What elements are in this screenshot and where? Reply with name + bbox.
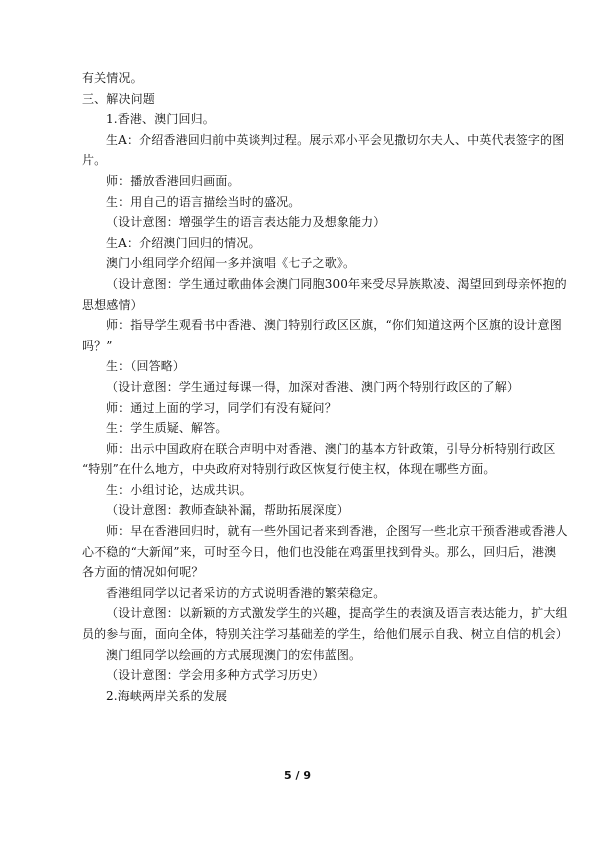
- text-line: （设计意图：增强学生的语言表达能力及想象能力）: [106, 215, 386, 230]
- text-line: 片。: [82, 153, 107, 168]
- text-line: 师：指导学生观看书中香港、澳门特别行政区区旗，“你们知道这两个区旗的设计意图: [106, 318, 562, 333]
- text-line: 师：早在香港回归时，就有一些外国记者来到香港，企图写一些北京干预香港或香港人: [106, 524, 568, 539]
- text-line: 澳门小组同学介绍闻一多并演唱《七子之歌》。: [106, 256, 356, 271]
- text-line: （设计意图：学生通过每课一得，加深对香港、澳门两个特别行政区的了解）: [106, 379, 520, 394]
- text-line: 香港组同学以记者采访的方式说明香港的繁荣稳定。: [106, 585, 386, 600]
- text-line: 生A：介绍澳门回归的情况。: [106, 235, 261, 250]
- text-line: 员的参与面，面向全体，特别关注学习基础差的学生，给他们展示自我、树立自信的机会）: [82, 627, 569, 642]
- text-line: （设计意图：以新颖的方式激发学生的兴趣，提高学生的表演及语言表达能力，扩大组: [106, 606, 568, 621]
- page-number: 5 / 9: [284, 769, 311, 782]
- text-line: 思想感情）: [82, 297, 143, 312]
- text-line: 师：播放香港回归画面。: [106, 173, 240, 188]
- text-line: （设计意图：教师查缺补漏，帮助拓展深度）: [106, 503, 350, 518]
- text-line: （设计意图：学生通过歌曲体会澳门同胞300年来受尽异族欺凌、渴望回到母亲怀抱的: [106, 276, 567, 291]
- text-line: 生：学生质疑、解答。: [106, 421, 228, 436]
- text-line: 心不稳的“大新闻”来，可时至今日，他们也没能在鸡蛋里找到骨头。那么，回归后，港澳: [82, 544, 557, 559]
- text-line: 师：通过上面的学习，同学们有没有疑问？: [106, 400, 337, 415]
- text-line: 澳门组同学以绘画的方式展现澳门的宏伟蓝图。: [106, 647, 362, 662]
- text-line: 2.海峡两岸关系的发展: [106, 688, 228, 703]
- text-line: 有关情况。: [82, 71, 143, 85]
- text-line: 各方面的情况如何呢？: [82, 565, 204, 580]
- text-line: 生A：介绍香港回归前中英谈判过程。展示邓小平会见撒切尔夫人、中英代表签字的图: [106, 132, 565, 147]
- text-line: “特别”在什么地方，中央政府对特别行政区恢复行使主权，体现在哪些方面。: [82, 462, 496, 477]
- text-line: 生：小组讨论，达成共识。: [106, 482, 252, 497]
- text-line: 师：出示中国政府在联合声明中对香港、澳门的基本方针政策，引导分析特别行政区: [106, 441, 556, 456]
- text-line: （设计意图：学会用多种方式学习历史）: [106, 668, 325, 683]
- document-body: [82, 68, 569, 706]
- text-line: 生：用自己的语言描绘当时的盛况。: [106, 194, 301, 209]
- text-line: 三、解决问题: [82, 91, 155, 106]
- text-line: 吗？”: [82, 338, 113, 353]
- text-line: 生：（回答略）: [106, 359, 186, 374]
- text-line: 1.香港、澳门回归。: [106, 112, 215, 127]
